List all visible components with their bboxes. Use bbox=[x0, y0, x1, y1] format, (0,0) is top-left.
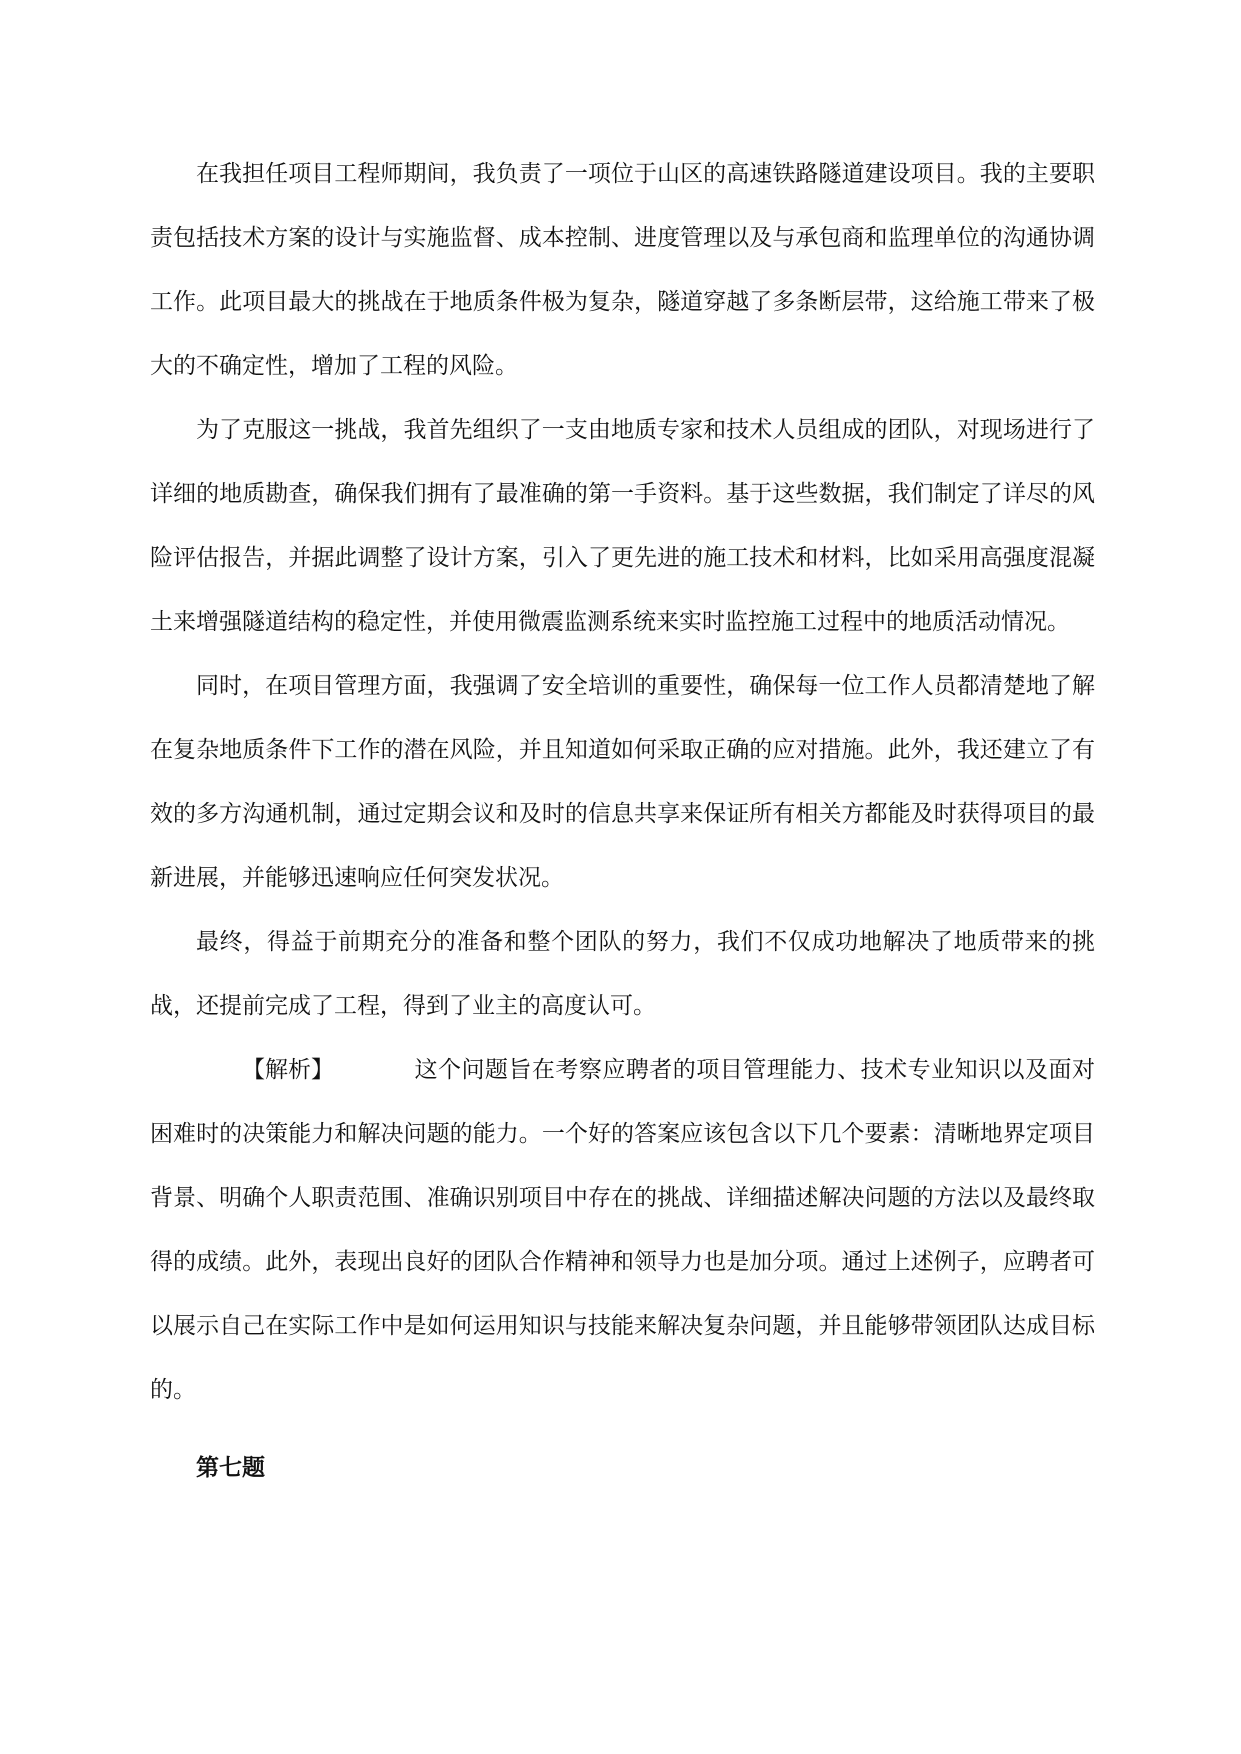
question-heading: 第七题 bbox=[196, 1454, 265, 1481]
analysis-text: 这个问题旨在考察应聘者的项目管理能力、技术专业知识以及面对困难时的决策能力和解决问题的能力。一个好的答案应该包含以下几个要素：清晰地界定项目背景、明确个人职责范围、准确识别项目中存在的挑战、详细描述解决问题的方法以及最终取得的成绩。此外，表现出良好的团队合作精神和领导力也是加分项。通过上述例子，应聘者可以展示自己在实际工作中是如何运用知识与技能来解决复杂问题，并且能够带领团队达成目标的。 bbox=[150, 1057, 1095, 1403]
paragraph-2: 为了克服这一挑战，我首先组织了一支由地质专家和技术人员组成的团队，对现场进行了详细的地质勘查，确保我们拥有了最准确的第一手资料。基于这些数据，我们制定了详尽的风险评估报告，并据此调整了设计方案，引入了更先进的施工技术和材料，比如采用高强度混凝土来增强隧道结构的稳定性，并使用微震监测系统来实时监控施工过程中的地质活动情况。 bbox=[150, 417, 1095, 635]
paragraph-3: 同时，在项目管理方面，我强调了安全培训的重要性，确保每一位工作人员都清楚地了解在复杂地质条件下工作的潜在风险，并且知道如何采取正确的应对措施。此外，我还建立了有效的多方沟通机制，通过定期会议和及时的信息共享来保证所有相关方都能及时获得项目的最新进展，并能够迅速响应任何突发状况。 bbox=[150, 673, 1095, 891]
analysis-label: 【解析】 bbox=[242, 1057, 334, 1083]
document-body bbox=[150, 142, 1095, 1500]
analysis-paragraph bbox=[150, 1038, 1095, 1422]
paragraph-1: 在我担任项目工程师期间，我负责了一项位于山区的高速铁路隧道建设项目。我的主要职责包括技术方案的设计与实施监督、成本控制、进度管理以及与承包商和监理单位的沟通协调工作。此项目最大的挑战在于地质条件极为复杂，隧道穿越了多条断层带，这给施工带来了极大的不确定性，增加了工程的风险。 bbox=[150, 161, 1095, 379]
paragraph-4: 最终，得益于前期充分的准备和整个团队的努力，我们不仅成功地解决了地质带来的挑战，还提前完成了工程，得到了业主的高度认可。 bbox=[150, 929, 1095, 1019]
